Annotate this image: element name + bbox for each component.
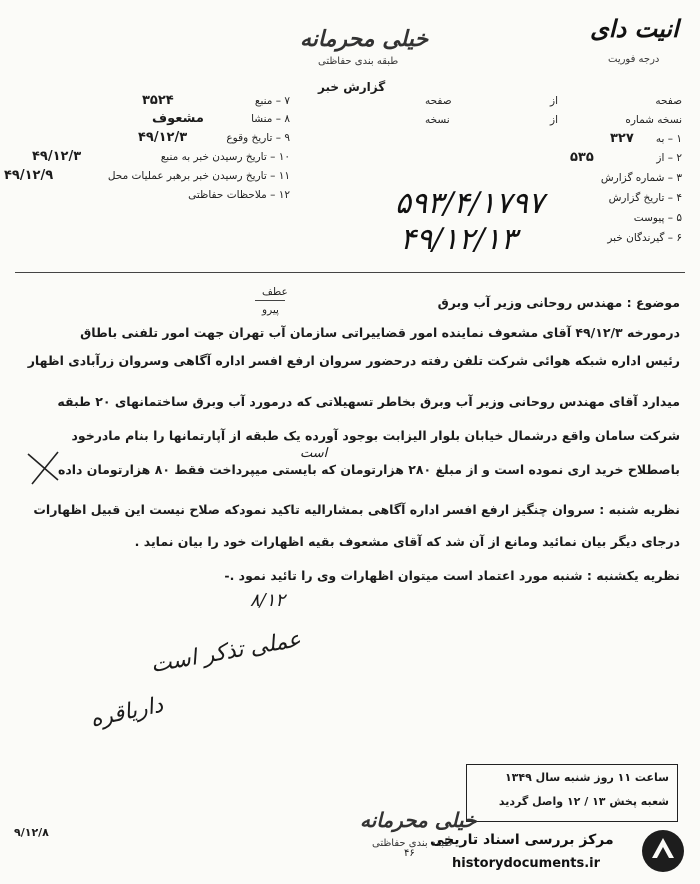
origin-value: مشعوف [152, 111, 204, 126]
body-line: درمورخه ۴۹/۱۲/۳ آقای مشعوف نماینده امور قضاییراتی سازمان آب تهران جهت امور تلفنی باطاق [80, 325, 680, 340]
source-value: ۳۵۲۴ [142, 93, 174, 108]
right-fields: صفحه از صفحه نسخه شماره از نسخه ۱ – به ۳۲۷ ۲ – از ۵۳۵ ۳ – شماره گزارش ۴ – تاریخ گزارش ۵ – پیوست ۶ – گیرندگان خبر [425, 95, 682, 244]
handwritten-insert: است [300, 446, 328, 461]
cross-mark-icon [24, 448, 64, 488]
body-line: باصطلاح خرید اری نموده است و از مبلغ ۲۸۰ هزارتومان که بایستی میپرداخت فقط ۸۰ هزارتومان داده [57, 462, 680, 477]
footer-classification: خیلی محرمانه [360, 808, 477, 832]
body-line: میدارد آقای مهندس روحانی وزیر آب وبرق بخاطر تسهیلاتی که درمورد آب وبرق ساختمانهای ۲۰ طبقه [57, 394, 680, 409]
watermark-title: مرکز بررسی اسناد تاریخی [430, 832, 614, 848]
from-value: ۵۳۵ [570, 150, 594, 165]
received-date: ۴۹/۱۲/۳ [32, 149, 82, 164]
header-divider [15, 272, 685, 273]
ref-label: عطف [262, 286, 288, 298]
doc-type: گزارش خبر [318, 80, 386, 94]
priority-caption: درجه فوریت [608, 54, 660, 65]
follow-label: پیرو [262, 304, 279, 316]
body-line: درجای دیگر بیان نمائید ومانع از آن شد که آقای مشعوف بقیه اظهارات خود را بیان نماید . [134, 534, 680, 549]
watermark-url: historydocuments.ir [452, 856, 601, 871]
classification-caption: طبقه بندی حفاظتی [318, 56, 399, 67]
page-number: ۴۶ [404, 848, 415, 859]
handwritten-sign: ۸/۱۲ [250, 590, 286, 611]
body-line: شرکت سامان واقع درشمال خیابان بلوار الیزابت بوجود آورده یک طبقه از آپارتمانها را بنام مادرخود [71, 428, 680, 443]
footer-date: ۹/۱۲/۸ [14, 826, 49, 839]
handwritten-note: داریاقره [88, 692, 166, 733]
body-line: نظریه یکشنبه : شنبه مورد اعتماد است میتوان اظهارات وی را تائید نمود .- [224, 568, 680, 583]
document-page: خیلی محرمانه طبقه بندی حفاظتی گزارش خبر انیت دای درجه فوریت ۷ – منبع ۳۵۲۴ ۸ – منشا مشعوف ۹ – تاریخ وقوع ۴۹/۱۲/۳ ۱۰ – تاریخ رسیدن خبر به منبع ۴۹/۱۲/۳ ۱۱ – تاریخ رسیدن خبر برهبر عملیات محل ۴۹/۱۲/۹ ۱۲ – ملاحظات حفاظتی صفحه از صفحه نسخه شماره از نسخه ۱ – به ۳۲۷ ۲ – از ۵۳۵ ۳ – شماره گزارش ۴ – تاریخ گزارش ۵ – پیوست ۶ – گیرندگان خبر ۵۹۳/۴/۱۷۹۷ ۴۹/۱۲/۱۳ عطف پیرو موضوع : مهندس روحانی وزیر آب وبرق درمورخه ۴۹/۱۲/۳ آقای مشعوف نماینده امور قضاییراتی سازمان آب تهران جهت امور تلفنی باطاق رئیس اداره شبکه هوائی شرکت تلفن رفته درحضور سروان ارفع افسر اداره آگاهی وسروان زرآبادی اظهار میدارد آقای مهندس روحانی وزیر آب وبرق بخاطر تسهیلاتی که درمورد آب وبرق ساختمانهای ۲۰ طبقه شرکت سامان واقع درشمال خیابان بلوار الیزابت بوجود آورده یک طبقه از آپارتمانها را بنام مادرخود باصطلاح خرید اری نموده است و از مبلغ ۲۸۰ هزارتومان که بایستی میپرداخت فقط ۸۰ هزارتومان داده نظریه شنبه : سروان چنگیز ارفع افسر اداره آگاهی بمشارالیه تاکید نمودکه صلاح نیست این قبیل اظهارات درجای دیگر بیان نمائید ومانع از آن شد که آقای مشعوف بقیه اظهارات خود را بیان نماید . نظریه یکشنبه : شنبه مورد اعتماد است میتوان اظهارات وی را تائید نمود .- است ۸/۱۲ عملی تذکر است داریاقره ساعت ۱۱ روز شنبه سال ۱۳۴۹ شعبه پخش ۱۳ / ۱۲ واصل گردید خیلی محرمانه طبقه بندی حفاظتی ۹/۱۲/۸ مرکز بررسی اسناد تاریخی historydocuments.ir ۴۶ [0, 0, 700, 884]
priority-stamp: انیت دای [590, 14, 679, 43]
subject: موضوع : مهندس روحانی وزیر آب وبرق [437, 295, 680, 310]
occurrence-date: ۴۹/۱۲/۳ [138, 130, 188, 145]
footer-caption: طبقه بندی حفاظتی [372, 838, 453, 849]
operation-date: ۴۹/۱۲/۹ [4, 168, 54, 183]
report-number: ۵۹۳/۴/۱۷۹۷ [395, 186, 545, 221]
body-line: رئیس اداره شبکه هوائی شرکت تلفن رفته درحضور سروان ارفع افسر اداره آگاهی وسروان زرآبادی اظهار [27, 353, 680, 368]
classification-top: خیلی محرمانه [300, 26, 429, 52]
archive-logo-icon [640, 828, 686, 874]
receipt-stamp: ساعت ۱۱ روز شنبه سال ۱۳۴۹ شعبه پخش ۱۳ / ۱۲ واصل گردید [466, 764, 678, 822]
to-value: ۳۲۷ [610, 131, 634, 146]
body-line: نظریه شنبه : سروان چنگیز ارفع افسر اداره آگاهی بمشارالیه تاکید نمودکه صلاح نیست این قبیل اظهارات [33, 502, 680, 517]
report-date: ۴۹/۱۲/۱۳ [400, 222, 517, 257]
handwritten-note: عملی تذکر است [148, 627, 303, 678]
